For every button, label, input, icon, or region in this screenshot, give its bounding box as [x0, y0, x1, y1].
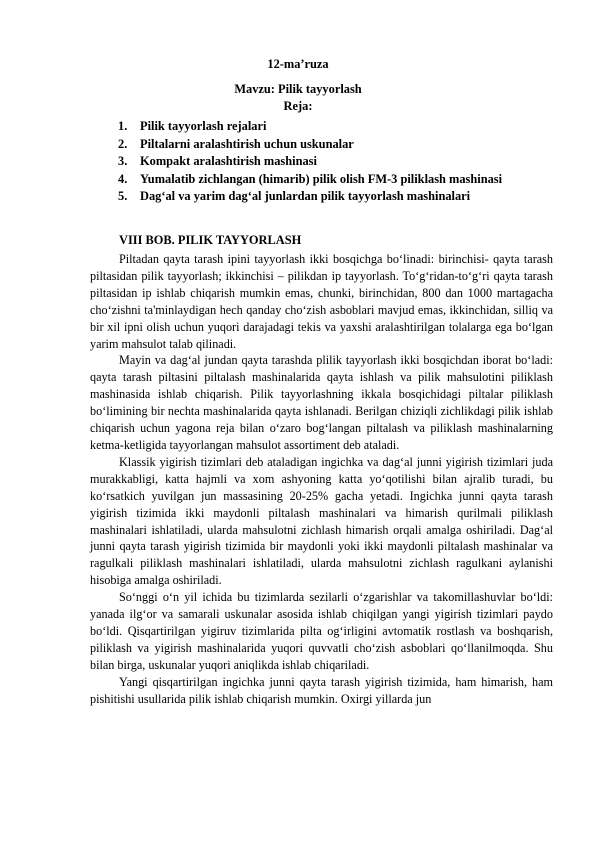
- chapter-heading: VIII BOB. PILIK TAYYORLASH: [119, 233, 302, 247]
- plan-item-text: Kompakt aralashtirish mashinasi: [140, 154, 317, 168]
- plan-list: [118, 118, 502, 206]
- plan-item-text: Pilik tayyorlash rejalari: [140, 119, 267, 133]
- plan-item-number: 5.: [118, 189, 128, 203]
- plan-item: [118, 171, 502, 189]
- plan-item-number: 2.: [118, 136, 128, 151]
- lecture-number: 12-ma’ruza: [267, 57, 329, 71]
- paragraph: Yangi qisqartirilgan ingichka junni qayta tarash yigirish tizimida, ham himarish, ham pishitishi usullarida pilik ishlab chiqarish mumkin. Oxirgi yillarda jun: [90, 674, 553, 706]
- paragraph: So‘nggi o‘n yil ichida bu tizimlarda sezilarli o‘zgarishlar va takomillashuvlar bo‘ldi: yanada ilg‘or va samarali uskunalar asosida ishlab chiqilgan yangi yigirish tizimlari paydo bo‘ldi. Qisqartirilgan yigiruv tizimlarida pilta og‘irligini avtomatik rostlash va boshqarish, piliklash va yigirish mashinalarida yuqori quvvatli cho‘zish asboblari qo‘llanilmoqda. Shu bilan birga, uskunalar yuqori aniqlikda ishlab chiqariladi.: [90, 590, 553, 672]
- paragraph: Mayin va dag‘al jundan qayta tarashda plilik tayyorlash ikki bosqichdan iborat bo‘ladi: qayta tarash piltasini piltalash mashinalarida qayta ishlash va pilik mahsulotini piliklash mashinasida ishlab chiqarish. Pilik tayyorlashning ikkala bosqichidagi piltalar piliklash bo‘limining bir nechta mashinalarida qayta ishlanadi. Berilgan chiziqli zichlikdagi pilik ishlab chiqarish uchun yagona reja bilan o‘zaro bog‘langan piltalash va piliklash mashinalarning ketma-ketligida tayyorlangan mahsulot assortiment deb ataladi.: [90, 353, 553, 452]
- plan-item-text: Piltalarni aralashtirish uchun uskunalar: [140, 136, 354, 151]
- paragraph: Klassik yigirish tizimlari deb ataladigan ingichka va dag‘al junni yigirish tizimlari juda murakkabligi, katta hajmli va xom ashyoning katta yo‘qotilishi bilan ajralib turadi, bu ko‘rsatkich yuvilgan jun massasining 20-25% gacha yetadi. Ingichka junni qayta tarash yigirish tizimida ikki maydonli piltalash mashinalari va himarish qurilmali piliklash mashinalari ishlatiladi, ularda mahsulotni zichlash himarish orqali amalga oshiriladi. Dag‘al junni qayta tarash yigirish tizimida bir maydonli yoki ikki maydonli piltalash mashinalar va ragulkali piliklash mashinalari ishlatiladi, ularda mahsulotni zichlash ragulkani aylanishi hisobiga amalga oshiriladi.: [90, 454, 553, 588]
- plan-heading: Reja:: [283, 99, 313, 113]
- plan-item: [118, 118, 502, 136]
- plan-item: [118, 153, 502, 171]
- topic-title: Mavzu: Pilik tayyorlash: [234, 82, 362, 96]
- plan-item: [118, 136, 502, 154]
- plan-item: [118, 188, 502, 206]
- plan-item-number: 3.: [118, 154, 128, 168]
- plan-item-text: Dag‘al va yarim dag‘al junlardan pilik tayyorlash mashinalari: [140, 189, 471, 203]
- plan-item-number: 1.: [118, 119, 128, 133]
- plan-item-number: 4.: [118, 171, 128, 186]
- body-text: [90, 251, 553, 707]
- paragraph: Piltadan qayta tarash ipini tayyorlash ikki bosqichga bo‘linadi: birinchisi- qayta tarash piltasidan pilik tayyorlash; ikkinchisi – pilikdan ip tayyorlash. To‘g‘ridan-to‘g‘ri qayta tarash piltasidan ip ishlab chiqarish mumkin emas, chunki, birinchidan, 800 dan 1000 martagacha cho‘zishni ta'minlaydigan hech qanday cho‘zish asboblari mavjud emas, ikkinchidan, silliq va bir xil ipni olish uchun yuqori darajadagi tekis va yaxshi aralashtirilgan tolalarga ega bo‘lgan yarim mahsulot talab qilinadi.: [90, 252, 553, 351]
- plan-item-text: Yumalatib zichlangan (himarib) pilik olish FM-3 piliklash mashinasi: [140, 171, 503, 186]
